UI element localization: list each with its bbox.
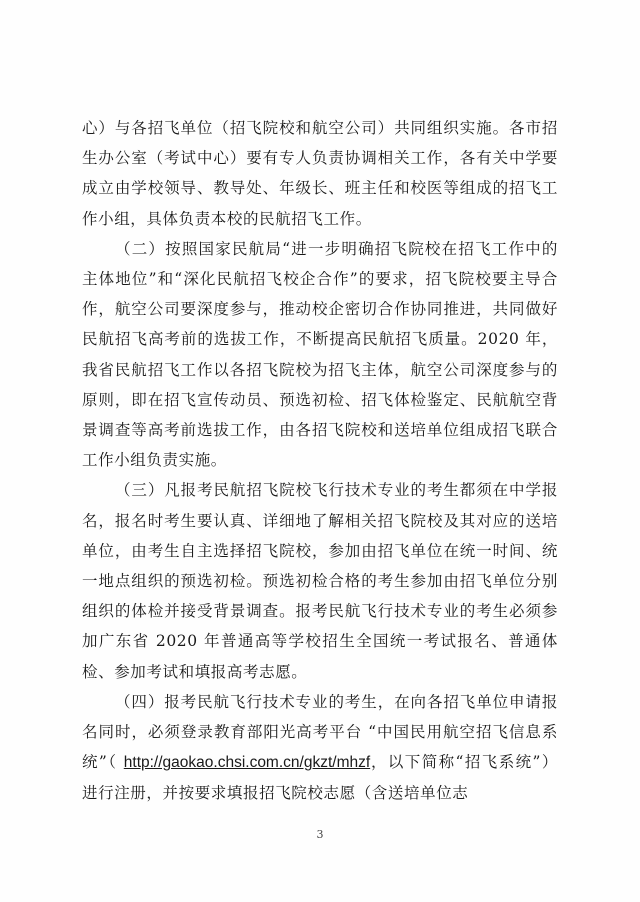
paragraph-3: （三）凡报考民航招飞院校飞行技术专业的考生都须在中学报名，报名时考生要认真、详细地了解相关招飞院校及其对应的送培单位，由考生自主选择招飞院校，参加由招飞单位在统一时间、统一地点组织的预选初检。预选初检合格的考生参加由招飞单位分别组织的体检并接受背景调查。报考民航飞行技术专业的考生必须参加广东省 2020 年普通高等学校招生全国统一考试报名、普通体检、参加考试和填报高考志愿。 xyxy=(82,481,558,681)
page-number: 3 xyxy=(316,828,324,841)
paragraph-4 xyxy=(82,687,558,809)
paragraph-4-text-before: （四）报考民航飞行技术专业的考生，在向各招飞单位申请报名同时，必须登录教育部阳光高考平台 “中国民用航空招飞信息系统”（ xyxy=(82,692,558,772)
gaokao-url-link[interactable]: http://gaokao.chsi.com.cn/gkzt/mhzf xyxy=(123,754,371,772)
paragraph-continuation: 心）与各招飞单位（招飞院校和航空公司）共同组织实施。各市招生办公室（考试中心）要有专人负责协调相关工作，各有关中学要成立由学校领导、教导处、年级长、班主任和校医等组成的招飞工作小组，具体负责本校的民航招飞工作。 xyxy=(82,119,558,228)
paragraph-4-text-after: ，以下简称“招飞系统”）进行注册，并按要求填报招飞院校志愿（含送培单位志 xyxy=(82,753,558,803)
body-text xyxy=(82,113,558,809)
paragraph-2: （二）按照国家民航局“进一步明确招飞院校在招飞工作中的主体地位”和“深化民航招飞校企合作”的要求，招飞院校要主导合作，航空公司要深度参与，推动校企密切合作协同推进，共同做好民航招飞高考前的选拔工作，不断提高民航招飞质量。2020 年，我省民航招飞工作以各招飞院校为招飞主体，航空公司深度参与的原则，即在招飞宣传动员、预选初检、招飞体检鉴定、民航航空背景调查等高考前选拔工作，由各招飞院校和送培单位组成招飞联合工作小组负责实施。 xyxy=(82,239,558,470)
